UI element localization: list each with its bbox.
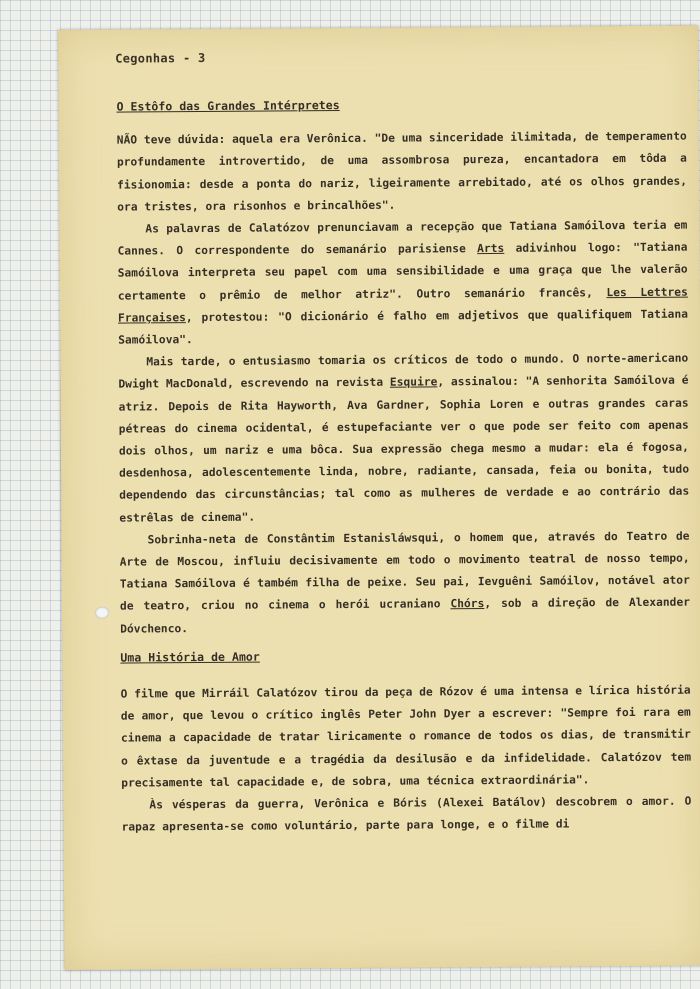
paragraph-5 (121, 680, 692, 795)
paragraph-1 (117, 126, 688, 219)
paragraph-6-text: Às vésperas da guerra, Verônica e Bóris (Alexei Batálov) descobrem o amor. O rapaz apresenta-se como voluntário, parte para longe, e o filme di (121, 794, 692, 834)
publication-esquire: Esquire (389, 375, 438, 390)
paragraph-2-text-a: As palavras de Calatózov prenunciavam a recepção que Tatiana Samóilova teria em Cannes. O correspondente do semanário parisiense (117, 218, 688, 258)
publication-les-lettres-francaises: Les Lettres Françaises (117, 285, 688, 325)
page-body (116, 92, 691, 839)
publication-arts: Arts (477, 242, 505, 256)
paragraph-3-text-b: , assinalou: "A senhorita Samóilova é atriz. Depois de Rita Hayworth, Ava Gardner, Sophia Loren e outras grandes caras pétreas do cinema ocidental, é estupefaciante ver o que pode ser feito com apenas dois olhos, um nariz e uma bôca. Sua expressão chega mesmo a mudar: ela é fogosa, desdenhosa, adolescentemente linda, nobre, radiante, cansada, feia ou bonita, tudo dependendo das circunstâncias; tal como as mulheres de verdade e ao contrário das estrêlas de cinema". (118, 374, 690, 525)
paragraph-2-text-b: adivinhou logo: "Tatiana Samóilova interpreta seu papel com uma sensibilidade e uma graça que lhe valerão certamente o prêmio de melhor atriz". Outro semanário francês, (117, 240, 688, 303)
paragraph-4 (119, 525, 690, 640)
paragraph-5-text: O filme que Mirráil Calatózov tirou da peça de Rózov é uma intensa e lírica história de amor, que levou o crítico inglês Peter John Dyer a escrever: "Sempre foi rara em cinema a capacidade de tratar liricamente o romance de todos os dias, de transmitir o êxtase da juventude e a tragédia da desilusão e da infidelidade. Calatózov tem precisamente tal capacidade e, de sobra, uma técnica extraordinária". (120, 683, 692, 790)
paragraph-4-text-a: Sobrinha-neta de Constântim Estanisláwsqui, o homem que, através do Teatro de Arte de Moscou, influiu decisivamente em todo o movimento teatral de nosso tempo, Tatiana Samóilova é também filha de peixe. Seu pai, Ievguêni Samóilov, notável ator de teatro, criou no cinema o herói ucraniano (119, 529, 690, 614)
section-title-1: O Estôfo das Grandes Intérpretes (116, 98, 340, 114)
paragraph-4-text-b: , sob a direção de Alexander Dóvchenco. (120, 596, 691, 636)
paragraph-3 (118, 348, 689, 530)
paragraph-3-text-a: Mais tarde, o entusiasmo tomaria os críticos de todo o mundo. O norte-americano Dwight MacDonald, escrevendo na revista (118, 351, 689, 392)
punch-hole (95, 607, 109, 619)
film-title-chors: Chórs (450, 597, 485, 611)
paragraph-2 (117, 215, 688, 352)
paragraph-6 (121, 791, 691, 839)
paragraph-1-text: NÃO teve dúvida: aquela era Verônica. "De uma sinceridade ilimitada, de temperamento profundamente introvertido, de uma assombrosa pureza, encantadora em tôda a fisionomia: desde a ponta do nariz, ligeiramente arrebitado, até os olhos grandes, ora tristes, ora risonhos e brincalhões". (116, 129, 688, 214)
paragraph-2-text-c: , protestou: "O dicionário é falho em adjetivos que qualifiquem Tatiana Samóilova". (118, 307, 689, 347)
page-header: Cegonhas - 3 (115, 50, 206, 66)
typewritten-page (58, 26, 700, 970)
section-title-2: Uma História de Amor (120, 649, 260, 665)
